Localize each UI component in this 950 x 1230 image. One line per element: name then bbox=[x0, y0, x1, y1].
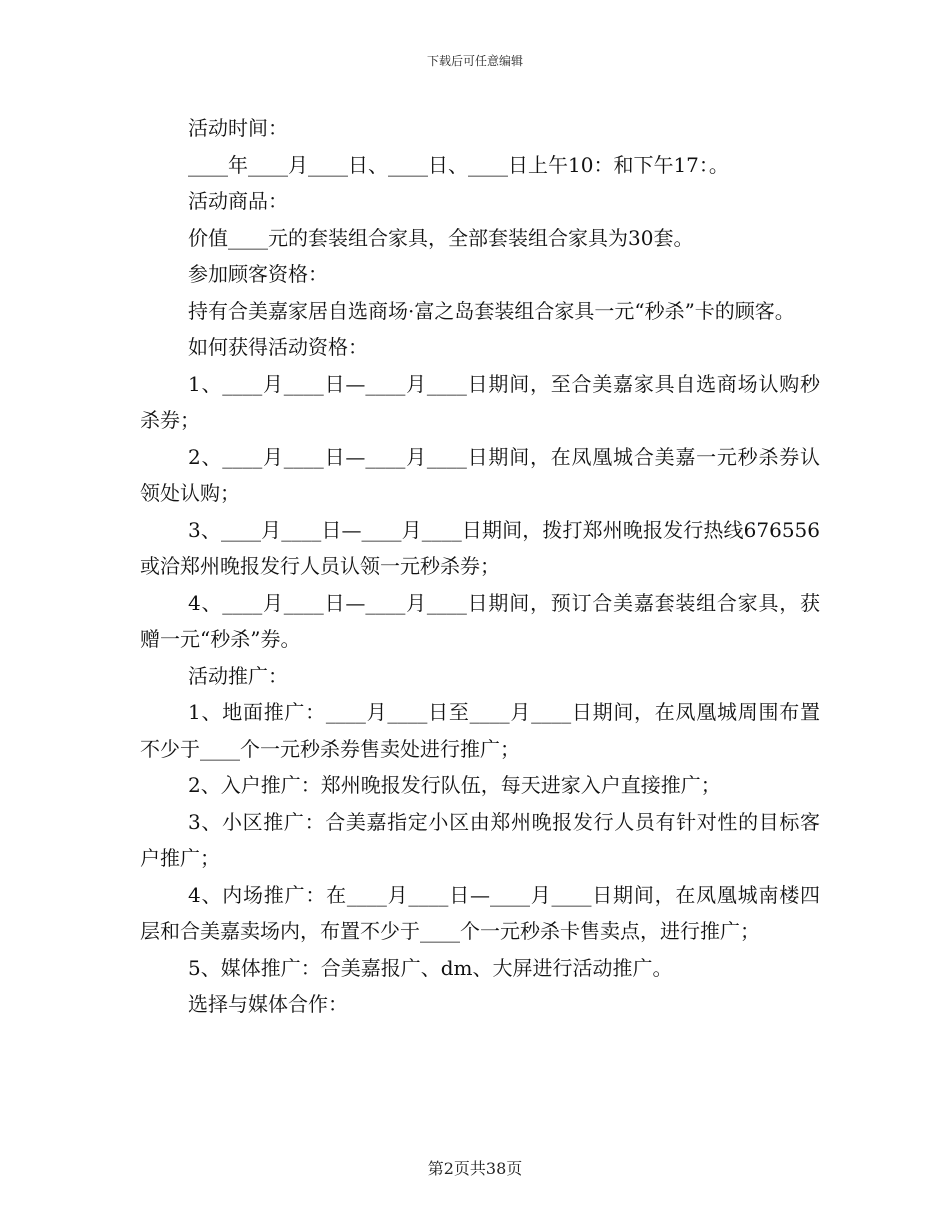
paragraph-goods-detail: 价值____元的套装组合家具，全部套装组合家具为30套。 bbox=[188, 225, 694, 250]
list-item-promotion-3: 3、小区推广：合美嘉指定小区由郑州晚报发行人员有针对性的目标客户推广； bbox=[140, 809, 820, 870]
section-heading-promotion: 活动推广： bbox=[188, 663, 288, 688]
page-footer: 第2页共38页 bbox=[427, 1159, 523, 1178]
list-item-qualify-2: 2、____月____日—____月____日期间，在凤凰城合美嘉一元秒杀券认领处认购； bbox=[140, 444, 820, 505]
list-item-qualify-1: 1、____月____日—____月____日期间，至合美嘉家具自选商场认购秒杀券； bbox=[140, 371, 820, 432]
section-heading-how-to-qualify: 如何获得活动资格： bbox=[188, 335, 368, 359]
list-item-promotion-4: 4、内场推广：在____月____日—____月____日期间，在凤凰城南楼四层和合美嘉卖场内，布置不少于____个一元秒杀卡售卖点，进行推广； bbox=[140, 882, 820, 943]
section-heading-eligibility: 参加顾客资格： bbox=[188, 262, 328, 286]
list-item-qualify-4: 4、____月____日—____月____日期间，预订合美嘉套装组合家具，获赠一元“秒杀”券。 bbox=[140, 590, 820, 651]
list-item-promotion-5: 5、媒体推广：合美嘉报广、dm、大屏进行活动推广。 bbox=[188, 955, 673, 980]
section-heading-time: 活动时间： bbox=[188, 116, 288, 140]
list-item-qualify-3: 3、____月____日—____月____日期间，拨打郑州晚报发行热线676556或洽郑州晚报发行人员认领一元秒杀券； bbox=[140, 517, 820, 578]
page-header: 下载后可任意编辑 bbox=[426, 54, 523, 68]
list-item-promotion-2: 2、入户推广：郑州晚报发行队伍，每天进家入户直接推广； bbox=[188, 773, 721, 797]
paragraph-time-detail: ____年____月____日、____日、____日上午10：和下午17：。 bbox=[188, 152, 729, 177]
paragraph-eligibility-detail: 持有合美嘉家居自选商场·富之岛套装组合家具一元“秒杀”卡的顾客。 bbox=[188, 298, 795, 323]
section-heading-goods: 活动商品： bbox=[188, 189, 288, 213]
section-heading-media: 选择与媒体合作： bbox=[188, 992, 348, 1016]
list-item-promotion-1: 1、地面推广：____月____日至____月____日期间，在凤凰城周围布置不少于____个一元秒杀券售卖处进行推广； bbox=[140, 700, 820, 761]
document-body bbox=[140, 110, 820, 1023]
